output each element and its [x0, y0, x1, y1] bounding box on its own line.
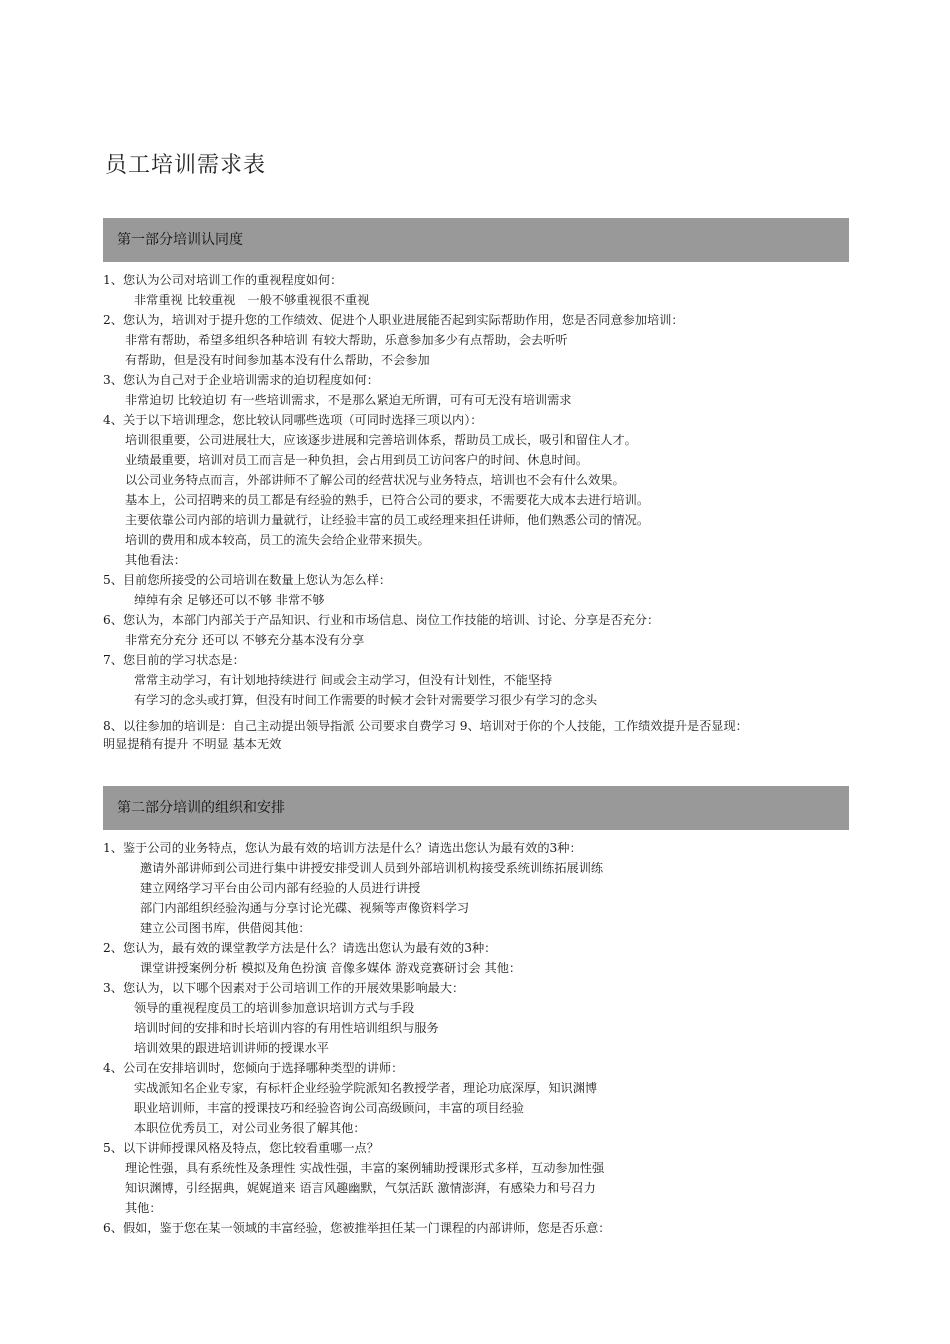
option-line: 明显提稍有提升 不明显 基本无效: [103, 737, 282, 751]
option-line: 建立网络学习平台由公司内部有经验的人员进行讲授: [140, 881, 421, 895]
option-line: 其他看法：: [125, 553, 186, 567]
option-line: 基本上，公司招聘来的员工都是有经验的熟手，已符合公司的要求，不需要花大成本去进行培训。: [125, 493, 650, 507]
question-line: 6、假如，鉴于您在某一领域的丰富经验，您被推举担任某一门课程的内部讲师，您是否乐意：: [103, 1221, 611, 1235]
option-line: 有帮助，但是没有时间参加基本没有什么帮助，不会参加: [125, 353, 430, 367]
question-line: 5、以下讲师授课风格及特点，您比较看重哪一点？: [103, 1141, 379, 1155]
question-line: 4、公司在安排培训时，您倾向于选择哪种类型的讲师：: [103, 1061, 404, 1075]
option-line: 非常充分充分 还可以 不够充分基本没有分享: [125, 633, 365, 647]
section-2-header: 第二部分培训的组织和安排: [103, 786, 849, 830]
option-line: 知识渊博，引经据典，娓娓道来 语言风趣幽默，气氛活跃 激情澎湃，有感染力和号召力: [125, 1181, 596, 1195]
option-line: 其他：: [125, 1201, 162, 1215]
question-line: 8、以往参加的培训是：自己主动提出领导指派 公司要求自费学习 9、培训对于你的个人技能，工作绩效提升是否显现：: [103, 719, 748, 733]
option-line: 有学习的念头或打算，但没有时间工作需要的时候才会针对需要学习很少有学习的念头: [134, 693, 598, 707]
question-line: 3、您认为，以下哪个因素对于公司培训工作的开展效果影响最大：: [103, 981, 465, 995]
option-line: 部门内部组织经验沟通与分享讨论光碟、视频等声像资料学习: [140, 901, 470, 915]
option-line: 非常重视 比较重视 一般不够重视很不重视: [134, 293, 370, 307]
option-line: 非常迫切 比较迫切 有一些培训需求，不是那么紧迫无所谓，可有可无没有培训需求: [125, 393, 572, 407]
option-line: 领导的重视程度员工的培训参加意识培训方式与手段: [134, 1001, 415, 1015]
question-line: 5、目前您所接受的公司培训在数量上您认为怎么样：: [103, 573, 392, 587]
question-line: 1、鉴于公司的业务特点，您认为最有效的培训方法是什么？请选出您认为最有效的3种：: [103, 841, 582, 855]
option-line: 业绩最重要，培训对员工而言是一种负担，会占用到员工访问客户的时间、休息时间。: [125, 453, 589, 467]
option-line: 职业培训师，丰富的授课技巧和经验咨询公司高级顾问，丰富的项目经验: [134, 1101, 524, 1115]
option-line: 建立公司图书库，供借阅其他：: [140, 921, 311, 935]
option-line: 主要依靠公司内部的培训力量就行，让经验丰富的员工或经理来担任讲师，他们熟悉公司的情况。: [125, 513, 650, 527]
question-line: 3、您认为自己对于企业培训需求的迫切程度如何：: [103, 373, 379, 387]
option-line: 以公司业务特点而言，外部讲师不了解公司的经营状况与业务特点，培训也不会有什么效果。: [125, 473, 625, 487]
option-line: 培训时间的安排和时长培训内容的有用性培训组织与服务: [134, 1021, 439, 1035]
option-line: 实战派知名企业专家，有标杆企业经验学院派知名教授学者，理论功底深厚，知识渊博: [134, 1081, 598, 1095]
question-line: 2、您认为，培训对于提升您的工作绩效、促进个人职业进展能否起到实际帮助作用，您是否同意参加培训：: [103, 313, 684, 327]
option-line: 常常主动学习，有计划地持续进行 间或会主动学习，但没有计划性，不能坚持: [134, 673, 553, 687]
question-line: 7、您目前的学习状态是：: [103, 653, 245, 667]
question-line: 1、您认为公司对培训工作的重视程度如何：: [103, 273, 343, 287]
option-line: 绰绰有余 足够还可以不够 非常不够: [134, 593, 325, 607]
question-line: 2、您认为，最有效的课堂教学方法是什么？请选出您认为最有效的3种：: [103, 941, 497, 955]
option-line: 邀请外部讲师到公司进行集中讲授安排受训人员到外部培训机构接受系统训练拓展训练: [140, 861, 604, 875]
option-line: 培训很重要，公司进展壮大，应该逐步进展和完善培训体系，帮助员工成长，吸引和留住人才。: [125, 433, 637, 447]
section-1-header: 第一部分培训认同度: [103, 218, 849, 262]
option-line: 本职位优秀员工，对公司业务很了解其他：: [134, 1121, 366, 1135]
question-line: 6、您认为，本部门内部关于产品知识、行业和市场信息、岗位工作技能的培训、讨论、分享是否充分：: [103, 613, 660, 627]
option-line: 培训的费用和成本较高，员工的流失会给企业带来损失。: [125, 533, 430, 547]
option-line: 理论性强，具有系统性及条理性 实战性强，丰富的案例辅助授课形式多样，互动参加性强: [125, 1161, 605, 1175]
option-line: 非常有帮助，希望多组织各种培训 有较大帮助，乐意参加多少有点帮助，会去听听: [125, 333, 568, 347]
option-line: 课堂讲授案例分析 模拟及角色扮演 音像多媒体 游戏竞赛研讨会 其他：: [140, 961, 522, 975]
option-line: 培训效果的跟进培训讲师的授课水平: [134, 1041, 329, 1055]
question-line: 4、关于以下培训理念，您比较认同哪些选项（可同时选择三项以内）：: [103, 413, 483, 427]
page-title: 员工培训需求表: [105, 153, 267, 178]
